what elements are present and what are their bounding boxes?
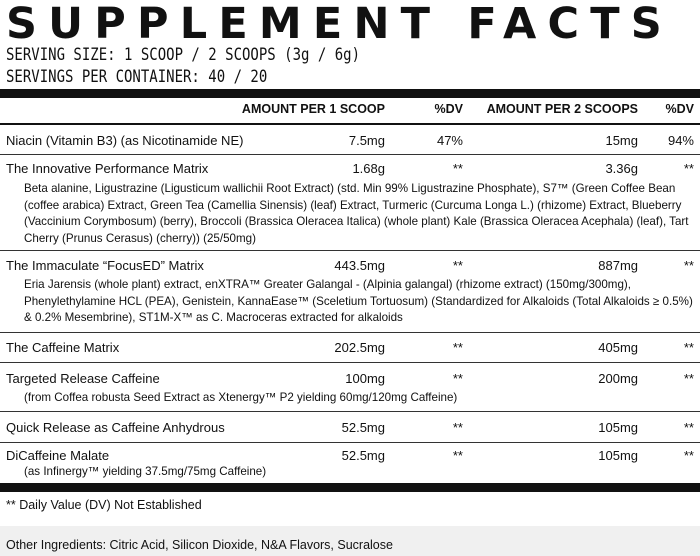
row-niacin-amount-2: 15mg	[605, 133, 638, 148]
serving-size: SERVING SIZE: 1 SCOOP / 2 SCOOPS (3g / 6g)	[6, 46, 361, 65]
row-quick-release-name: Quick Release as Caffeine Anhydrous	[6, 420, 225, 435]
row-performance-matrix-dv-1: **	[452, 161, 463, 176]
row-niacin-dv-1: 47%	[436, 133, 463, 148]
row-targeted-caffeine-detail: (from Coffea robusta Seed Extract as Xtenergy™ P2 yielding 60mg/120mg Caffeine)	[24, 391, 458, 404]
other-ingredients: Other Ingredients: Citric Acid, Silicon Dioxide, N&A Flavors, Sucralose	[6, 538, 393, 552]
row-targeted-caffeine-dv-2: **	[683, 371, 694, 386]
row-divider	[0, 442, 700, 443]
row-focused-matrix-amount-2: 887mg	[598, 258, 638, 273]
row-targeted-caffeine-name: Targeted Release Caffeine	[6, 371, 160, 386]
row-divider	[0, 362, 700, 363]
row-focused-matrix-dv-1: **	[452, 258, 463, 273]
header-dv-2: %DV	[665, 102, 694, 116]
row-quick-release-dv-2: **	[683, 420, 694, 435]
row-caffeine-matrix-amount-2: 405mg	[598, 340, 638, 355]
row-dicaffeine-malate-amount-1: 52.5mg	[341, 448, 385, 463]
thick-divider-top	[0, 89, 700, 98]
header-amount-1-scoop: AMOUNT PER 1 SCOOP	[241, 102, 385, 116]
row-divider	[0, 332, 700, 333]
dv-footnote: ** Daily Value (DV) Not Established	[6, 498, 202, 512]
row-focused-matrix-dv-2: **	[683, 258, 694, 273]
panel-title: SUPPLEMENT FACTS	[6, 0, 673, 49]
row-focused-matrix-detail: Eria Jarensis (whole plant) extract, enXTRA™ Greater Galangal - (Alpinia galangal) (rhizome extract) (150mg/300mg), Phenylethylamine HCL (PEA), Genistein, KannaEase™ (Sceletium Tortuosum) (Standardized for Alkaloids (Total Alkaloids ≥ 0.5%) & 0.2% Mesembrine), ST1M-X™ as C. Macroceras extracted for alkaloids	[24, 278, 693, 324]
thick-divider-bottom	[0, 483, 700, 492]
row-niacin-dv-2: 94%	[667, 133, 694, 148]
header-dv-1: %DV	[434, 102, 463, 116]
row-caffeine-matrix-dv-1: **	[452, 340, 463, 355]
row-dicaffeine-malate-amount-2: 105mg	[598, 448, 638, 463]
header-amount-2-scoops: AMOUNT PER 2 SCOOPS	[486, 102, 638, 116]
row-performance-matrix-name: The Innovative Performance Matrix	[6, 161, 209, 176]
row-dicaffeine-malate-dv-1: **	[452, 448, 463, 463]
row-targeted-caffeine-amount-2: 200mg	[598, 371, 638, 386]
row-performance-matrix-amount-1: 1.68g	[352, 161, 385, 176]
row-targeted-caffeine-amount-1: 100mg	[345, 371, 385, 386]
row-quick-release-amount-1: 52.5mg	[341, 420, 385, 435]
row-dicaffeine-malate-detail: (as Infinergy™ yielding 37.5mg/75mg Caffeine)	[24, 465, 267, 478]
row-dicaffeine-malate-dv-2: **	[683, 448, 694, 463]
header-divider	[0, 123, 700, 125]
row-caffeine-matrix-dv-2: **	[683, 340, 694, 355]
row-targeted-caffeine-dv-1: **	[452, 371, 463, 386]
row-focused-matrix-amount-1: 443.5mg	[334, 258, 385, 273]
row-performance-matrix-amount-2: 3.36g	[605, 161, 638, 176]
row-divider	[0, 250, 700, 251]
row-niacin-amount-1: 7.5mg	[348, 133, 385, 148]
row-quick-release-dv-1: **	[452, 420, 463, 435]
row-focused-matrix-name: The Immaculate “FocusED” Matrix	[6, 258, 204, 273]
row-quick-release-amount-2: 105mg	[598, 420, 638, 435]
row-niacin-name: Niacin (Vitamin B3) (as Nicotinamide NE)	[6, 133, 244, 148]
row-dicaffeine-malate-name: DiCaffeine Malate	[6, 448, 110, 463]
row-performance-matrix-dv-2: **	[683, 161, 694, 176]
row-caffeine-matrix-amount-1: 202.5mg	[334, 340, 385, 355]
servings-per-container: SERVINGS PER CONTAINER: 40 / 20	[6, 68, 268, 87]
row-performance-matrix-detail: Beta alanine, Ligustrazine (Ligusticum wallichii Root Extract) (std. Min 99% Ligustrazine Phosphate), S7™ (Green Coffee Bean (coffee arabica) Extract, Green Tea (Camellia Sinensis) (leaf) Extract, Turmeric (Curcuma Longa L.) (rhizome) Extract, Blueberry (Vaccinium Corymbosum) (berry), Broccoli (Brassica Oleracea Italica) (whole plant) Kale (Brassica Oleracea Acephala) (leaf), Tart Cherry (Prunus Cerasus) (cherry)) (25/50mg)	[24, 182, 689, 245]
row-divider	[0, 411, 700, 412]
row-divider	[0, 154, 700, 155]
row-caffeine-matrix-name: The Caffeine Matrix	[6, 340, 120, 355]
